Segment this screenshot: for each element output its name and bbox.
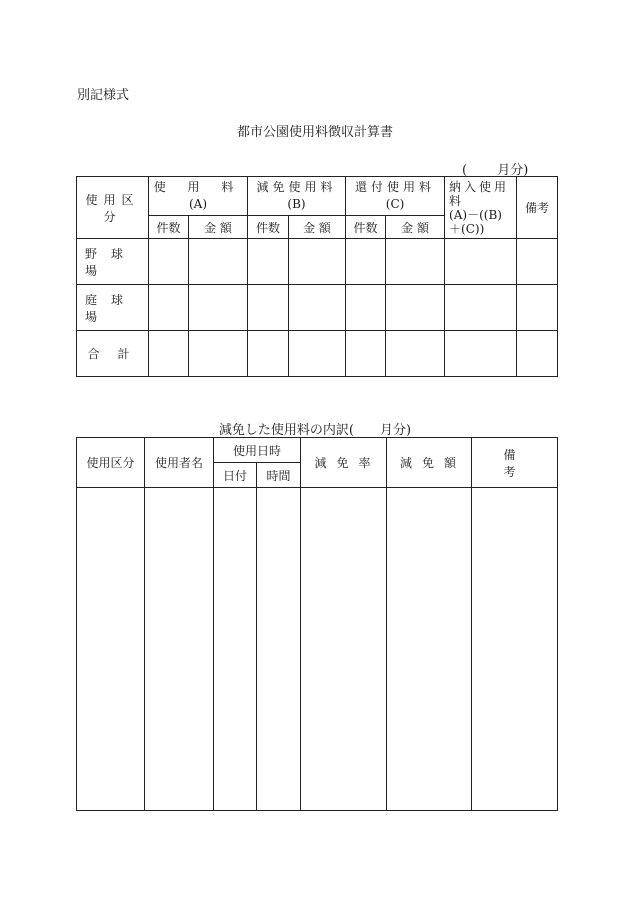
header-paid-fee-line4: ＋(C)) xyxy=(449,221,485,236)
sub-amount-a: 金 額 xyxy=(189,216,248,239)
row-label-tennis: 庭球場 xyxy=(77,285,149,331)
sub-count-b: 件数 xyxy=(248,216,289,239)
table-row xyxy=(77,331,558,377)
sub-amount-b: 金 額 xyxy=(289,216,346,239)
header2-remarks: 備考 xyxy=(472,438,558,488)
fee-calculation-table xyxy=(76,176,558,377)
table-row xyxy=(77,285,558,331)
header-paid-fee xyxy=(445,177,517,239)
sub-amount-c: 金 額 xyxy=(386,216,445,239)
table-row xyxy=(77,488,558,811)
header-fee-a-code: (A) xyxy=(188,197,208,211)
header-fee-a-label: 使 用 料 xyxy=(153,180,243,194)
header2-datetime: 使用日時 xyxy=(214,438,301,463)
header-remarks: 備考 xyxy=(517,177,558,239)
header-fee-b xyxy=(248,177,346,216)
header-category: 使用区分 xyxy=(77,177,149,239)
header-paid-fee-line2: 料 xyxy=(449,193,462,208)
document-title: 都市公園使用料徴収計算書 xyxy=(236,125,393,140)
header-fee-c-code: (C) xyxy=(385,197,405,211)
row-label-total: 合計 xyxy=(77,331,149,377)
header-fee-b-code: (B) xyxy=(287,197,306,211)
table-row xyxy=(77,239,558,285)
header-fee-c-label: 還付使用料 xyxy=(355,180,436,194)
sub-count-a: 件数 xyxy=(149,216,189,239)
header-paid-fee-line3: (A)－((B) xyxy=(449,207,502,222)
reduction-breakdown-title: 減免した使用料の内訳( 月分) xyxy=(218,423,412,438)
header2-time: 時間 xyxy=(257,463,301,488)
form-label: 別記様式 xyxy=(77,88,130,103)
header-fee-a xyxy=(149,177,248,216)
header2-user: 使用者名 xyxy=(145,438,214,488)
row-label-baseball: 野球場 xyxy=(77,239,149,285)
reduction-breakdown-table xyxy=(76,437,558,811)
header-paid-fee-line1: 納入使用 xyxy=(449,179,510,194)
sub-count-c: 件数 xyxy=(346,216,386,239)
header2-category: 使用区分 xyxy=(77,438,145,488)
header-fee-b-label: 減免使用料 xyxy=(256,180,337,194)
header2-amount: 減免額 xyxy=(387,438,472,488)
header-fee-c xyxy=(346,177,445,216)
header2-date: 日付 xyxy=(214,463,257,488)
header2-rate: 減免率 xyxy=(301,438,387,488)
month-note: ( 月分) xyxy=(462,163,529,178)
